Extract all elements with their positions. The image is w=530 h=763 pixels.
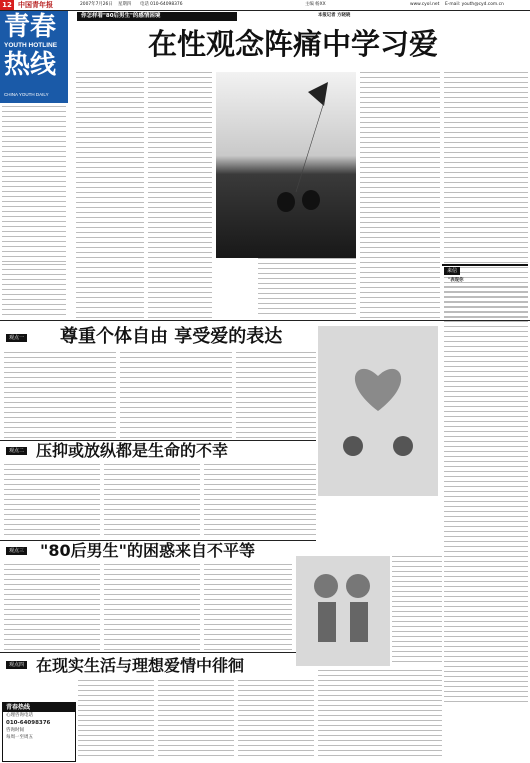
article-4-label: 观点四 [6,661,27,669]
hotline-en-2: CHINA YOUTH DAILY [4,92,49,97]
article-4-col-4 [318,670,442,760]
sidebar-head [442,264,528,276]
hotline-box-line3: 每周一至周五 [6,735,33,740]
article-4-headline: 在现实生活与理想爱情中徘徊 [36,656,245,675]
kite-icon [308,82,328,106]
hotline-box-phone: 010-64098376 [6,720,51,726]
article-1-col-2 [120,352,232,438]
issue-date: 2007年7月26日 [80,2,113,7]
article-1-col-3 [236,352,316,438]
article-1-col-1 [4,352,116,438]
article-3-col-2 [104,564,200,650]
hotline-box-title: 青春热线 [3,703,75,712]
hotline-title-top: 青春 [4,12,57,42]
hearts-illustration [318,326,438,496]
hotline-en-1: YOUTH HOTLINE [4,42,58,49]
top-story-col-4 [360,72,440,318]
article-2-col-3 [204,464,316,538]
top-story-col-3 [258,258,356,318]
hotline-box-line2: 咨询时间 [6,728,24,733]
article-2-label: 观点二 [6,447,27,455]
left-column-text-2 [2,264,66,318]
article-3-col-4 [392,556,442,666]
hotline-logo-block [0,11,68,103]
article-3-col-3 [204,564,292,650]
article-2-headline: 压抑或放纵都是生命的不幸 [36,441,229,460]
article-1-headline: 尊重个体自由 享受爱的表达 [60,326,283,347]
top-story-col-1 [76,72,144,318]
editor-credit: 主编 杨XX [305,2,326,7]
article-4-col-3 [238,680,314,760]
article-3-headline: "80后男生"的困惑来自不平等 [40,541,255,560]
email: E-mail: youth@cyd.com.cn [445,2,504,7]
contact-phone: 电话 010-64098376 [140,2,183,7]
top-story-byline: 本报记者 方晓晓 [318,13,351,18]
article-3-label: 观点三 [6,547,27,555]
sidebar-section-tag: 来信 [444,267,460,275]
top-story-kicker: 你怎样看"80后男生"的感情困境 [81,13,161,19]
article-1-label: 观点一 [6,334,27,342]
article-2-col-1 [4,464,100,538]
top-story-kicker-bar [77,12,237,21]
hotline-info-box [2,702,76,762]
article-2-col-2 [104,464,200,538]
article-4-col-2 [158,680,234,760]
hotline-box-line1: 心理咨询电话 [6,713,33,718]
top-story-col-2 [148,72,212,318]
website: www.cyol.net [410,2,440,7]
figure-head-2 [302,190,320,210]
left-column-text [2,106,66,262]
couple-silhouette-photo [216,72,356,258]
couple-illustration [296,556,390,666]
hotline-title-bottom: 热线 [4,50,57,80]
issue-weekday: 星期四 [118,2,132,7]
sidebar-subhead: "表现你 [448,278,464,283]
figure-head-1 [277,192,295,212]
masthead-strip [0,0,530,11]
paper-logo: 中国青年报 [18,0,53,9]
divider-4 [0,652,296,653]
top-story-headline: 在性观念阵痛中学习爱 [148,27,439,61]
page-number: 12 [0,0,14,10]
article-4-col-1 [78,680,154,760]
sidebar-body [444,286,528,706]
article-3-col-1 [4,564,100,650]
heart-icon [355,369,401,411]
